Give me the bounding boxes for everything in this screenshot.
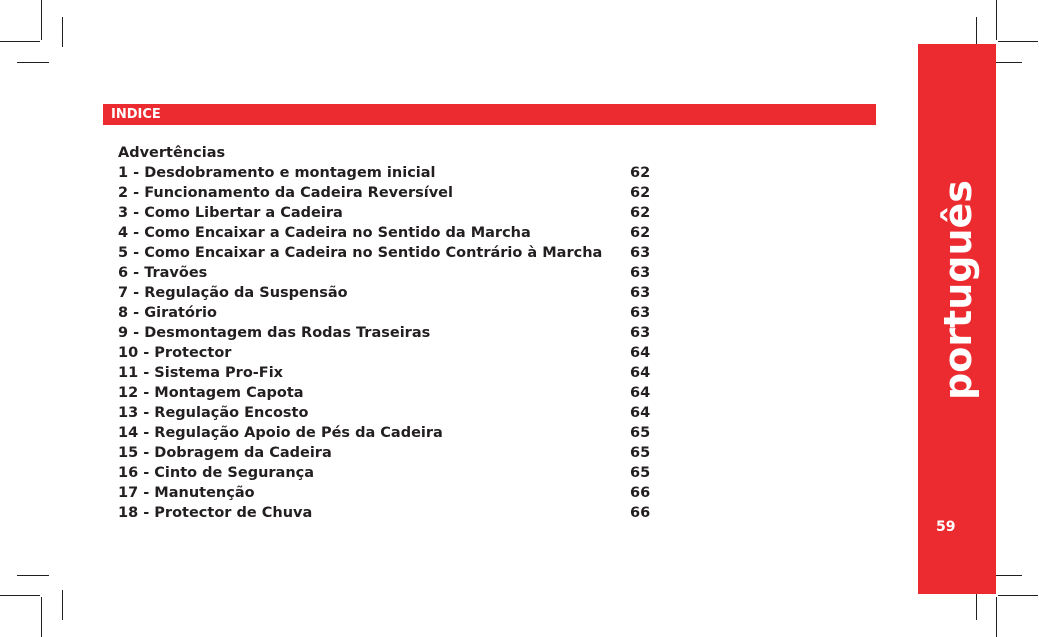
toc-entry-label: 10 - Protector (118, 345, 232, 361)
crop-mark (17, 575, 49, 576)
toc-entry (118, 423, 658, 443)
toc-intro-label: Advertências (118, 145, 226, 161)
toc-entry-label: 13 - Regulação Encosto (118, 405, 309, 421)
toc-entry-page: 63 (630, 305, 651, 321)
toc-entry (118, 483, 658, 503)
toc-entry-label: 11 - Sistema Pro-Fix (118, 365, 284, 381)
toc-entry (118, 283, 658, 303)
toc-entry (118, 303, 658, 323)
toc-entry-label: 8 - Giratório (118, 305, 217, 321)
toc-entry-page: 65 (630, 465, 651, 481)
crop-mark (0, 41, 40, 42)
toc-entry-label: 9 - Desmontagem das Rodas Traseiras (118, 325, 431, 341)
toc-entry (118, 263, 658, 283)
toc-entry-page: 66 (630, 505, 651, 521)
toc-entry (118, 403, 658, 423)
toc-entry-label: 14 - Regulação Apoio de Pés da Cadeira (118, 425, 443, 441)
toc-entry-label: 2 - Funcionamento da Cadeira Reversível (118, 185, 453, 201)
toc-entry-page: 62 (630, 225, 651, 241)
toc-entry-page: 64 (630, 365, 651, 381)
toc-entry-page: 64 (630, 405, 651, 421)
toc-entry (118, 203, 658, 223)
toc-entry-page: 65 (630, 425, 651, 441)
section-header-bar (103, 104, 876, 125)
toc-entry (118, 163, 658, 183)
toc-intro (118, 143, 658, 163)
toc-entry-label: 4 - Como Encaixar a Cadeira no Sentido da Marcha (118, 225, 531, 241)
toc-entry-page: 63 (630, 245, 651, 261)
toc-entry-page: 64 (630, 345, 651, 361)
crop-mark (0, 595, 40, 596)
toc-entry-page: 64 (630, 385, 651, 401)
toc-entry-label: 12 - Montagem Capota (118, 385, 304, 401)
page-number: 59 (936, 519, 956, 535)
toc-entry-page: 62 (630, 165, 651, 181)
toc-entry-page: 63 (630, 285, 651, 301)
toc-entry (118, 223, 658, 243)
crop-mark (41, 0, 42, 40)
toc-entry (118, 443, 658, 463)
crop-mark (996, 0, 997, 40)
crop-mark (62, 590, 63, 620)
crop-mark (998, 41, 1038, 42)
toc-entry-label: 5 - Como Encaixar a Cadeira no Sentido Contrário à Marcha (118, 245, 603, 261)
toc-entry-label: 3 - Como Libertar a Cadeira (118, 205, 343, 221)
toc-entry-label: 18 - Protector de Chuva (118, 505, 313, 521)
toc-entry-page: 62 (630, 205, 651, 221)
toc-entry-page: 66 (630, 485, 651, 501)
toc-entry (118, 243, 658, 263)
crop-mark (976, 590, 977, 620)
toc-entry-label: 6 - Travões (118, 265, 208, 281)
crop-mark (976, 17, 977, 47)
language-label: português (936, 180, 980, 400)
toc-entry (118, 183, 658, 203)
crop-mark (17, 62, 49, 63)
toc-entry-page: 65 (630, 445, 651, 461)
crop-mark (41, 597, 42, 637)
toc-entry (118, 343, 658, 363)
toc-entry-page: 62 (630, 185, 651, 201)
toc-entry (118, 383, 658, 403)
toc-entry-label: 16 - Cinto de Segurança (118, 465, 315, 481)
crop-mark (996, 597, 997, 637)
table-of-contents (118, 143, 658, 523)
toc-entry-page: 63 (630, 265, 651, 281)
toc-entry (118, 363, 658, 383)
toc-entry (118, 323, 658, 343)
toc-entry-label: 15 - Dobragem da Cadeira (118, 445, 332, 461)
toc-entry (118, 463, 658, 483)
section-title: INDICE (111, 107, 161, 122)
toc-entry (118, 503, 658, 523)
toc-entry-page: 63 (630, 325, 651, 341)
toc-entry-label: 7 - Regulação da Suspensão (118, 285, 348, 301)
crop-mark (62, 17, 63, 47)
toc-entry-label: 17 - Manutenção (118, 485, 255, 501)
toc-entry-label: 1 - Desdobramento e montagem inicial (118, 165, 436, 181)
crop-mark (998, 595, 1038, 596)
